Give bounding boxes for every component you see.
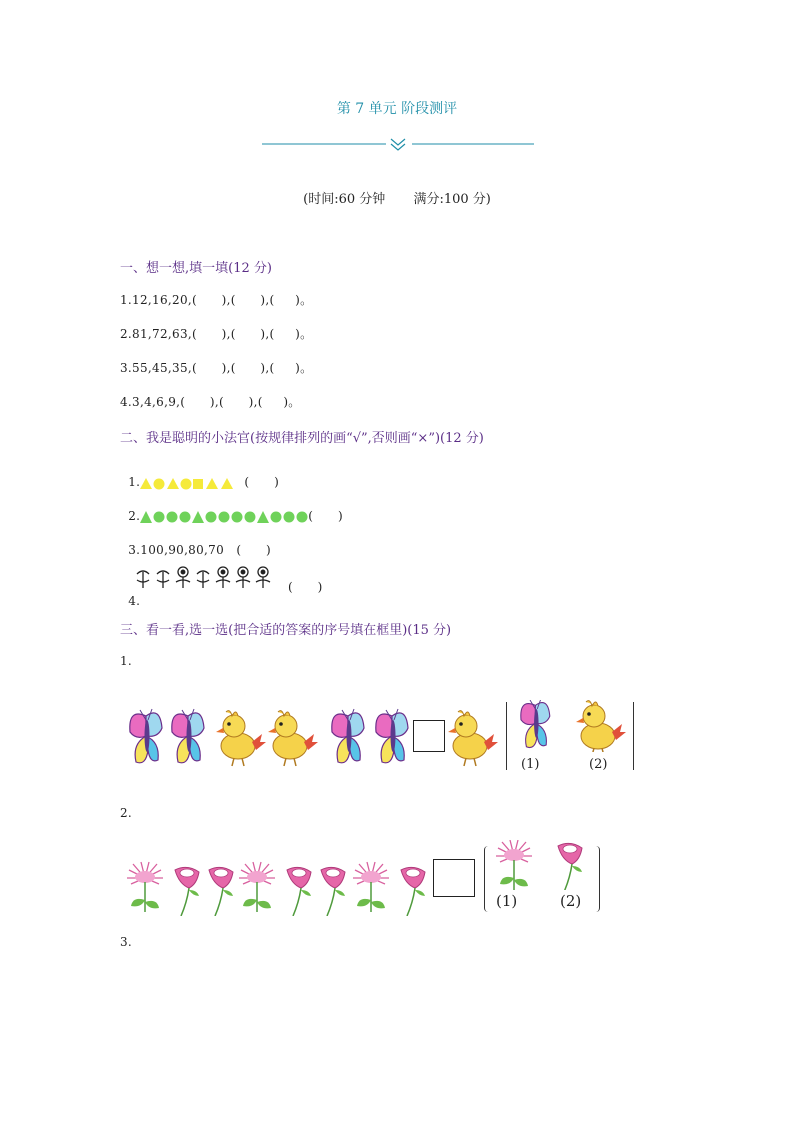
yellow-triangle	[140, 478, 152, 489]
s2-q2-number: 2.	[128, 509, 141, 523]
yellow-triangle	[221, 478, 233, 489]
morning-glory-icon	[209, 867, 233, 916]
bloom-flower-icon	[256, 567, 270, 588]
chrysanthemum-icon	[496, 840, 532, 890]
s2-q3-number: 3.100,90,80,70	[128, 543, 225, 557]
s1-question-3: 3.55,45,35,( ),( ),( )。	[120, 361, 313, 375]
chrysanthemum-icon	[239, 862, 275, 912]
yellow-square	[193, 479, 203, 489]
green-circle	[284, 511, 295, 522]
s2-q4-number: 4.	[128, 594, 141, 608]
bloom-flower-icon	[236, 567, 250, 588]
chrysanthemum-icon	[353, 862, 389, 912]
s3-q1-sequence	[120, 700, 410, 770]
section-3-heading: 三、看一看,选一选(把合适的答案的序号填在框里)(15 分)	[120, 623, 452, 638]
butterfly-icon	[332, 709, 364, 763]
simple-flower-icon	[157, 571, 169, 588]
s1-question-4: 4.3,4,6,9,( ),( ),( )。	[120, 395, 301, 409]
s3-q1-label: 1.	[120, 654, 133, 668]
exam-meta	[0, 188, 794, 207]
s2-q3-answer: ( )	[236, 543, 272, 557]
s2-question-3	[120, 529, 271, 557]
s3-q3-label: 3.	[120, 935, 133, 949]
butterfly-icon	[130, 709, 162, 763]
flower-sequence	[133, 566, 273, 592]
green-circle	[232, 511, 243, 522]
s2-question-2	[120, 495, 343, 524]
s3-q1-options	[512, 700, 632, 752]
butterfly-icon	[521, 700, 550, 748]
s3-q2-option-1[interactable]: (1)	[496, 892, 518, 910]
shape-sequence-2	[140, 510, 308, 524]
full-score: 满分:100 分)	[413, 192, 491, 207]
chick-icon	[216, 711, 266, 766]
bloom-flower-icon	[176, 567, 190, 588]
green-circle	[219, 511, 230, 522]
morning-glory-icon	[175, 867, 199, 916]
s2-q2-answer: ( )	[308, 509, 343, 523]
butterfly-icon	[172, 709, 204, 763]
green-circle	[245, 511, 256, 522]
green-circle	[271, 511, 282, 522]
yellow-circle	[181, 478, 192, 489]
s3-q1-option-2[interactable]: (2)	[589, 757, 608, 772]
yellow-triangle	[167, 478, 179, 489]
yellow-triangle	[206, 478, 218, 489]
s2-q4-answer: ( )	[288, 580, 323, 594]
butterfly-icon	[376, 709, 408, 763]
morning-glory-icon	[558, 843, 582, 890]
s1-question-2: 2.81,72,63,( ),( ),( )。	[120, 327, 313, 341]
morning-glory-icon	[321, 867, 345, 916]
s3-q1-answer-box[interactable]	[413, 720, 445, 752]
page-title: 第 7 单元 阶段测评	[336, 101, 458, 117]
green-triangle	[140, 511, 152, 523]
green-circle	[154, 511, 165, 522]
green-circle	[297, 511, 308, 522]
simple-flower-icon	[197, 571, 209, 588]
s3-q2-option-2[interactable]: (2)	[560, 892, 582, 910]
chick-icon	[448, 711, 498, 766]
green-triangle	[192, 511, 204, 523]
green-triangle	[257, 511, 269, 523]
shape-sequence-1	[140, 476, 240, 490]
chick-icon	[576, 701, 626, 752]
green-circle	[180, 511, 191, 522]
s3-q2-sequence	[125, 860, 435, 916]
chick-icon	[268, 711, 318, 766]
s2-q1-answer: ( )	[244, 475, 280, 489]
yellow-circle	[154, 478, 165, 489]
s3-q2-answer-box[interactable]	[433, 859, 475, 897]
section-2-heading: 二、我是聪明的小法官(按规律排列的画“√”,否则画“×”)(12 分)	[120, 431, 484, 446]
s2-q1-number: 1.	[128, 475, 141, 489]
s3-q2-options	[490, 840, 600, 890]
s1-question-1: 1.12,16,20,( ),( ),( )。	[120, 293, 313, 307]
simple-flower-icon	[137, 571, 149, 588]
morning-glory-icon	[287, 867, 311, 916]
s2-question-1	[120, 461, 279, 490]
section-1-heading: 一、想一想,填一填(12 分)	[120, 261, 272, 276]
green-circle	[206, 511, 217, 522]
chrysanthemum-icon	[127, 862, 163, 912]
s3-q1-sequence-tail	[446, 700, 502, 770]
bloom-flower-icon	[216, 567, 230, 588]
s3-q1-option-1[interactable]: (1)	[521, 757, 540, 772]
s3-q2-label: 2.	[120, 806, 133, 820]
title-divider	[262, 135, 534, 157]
green-circle	[167, 511, 178, 522]
morning-glory-icon	[401, 867, 425, 916]
time-limit: (时间:60 分钟	[303, 192, 386, 207]
